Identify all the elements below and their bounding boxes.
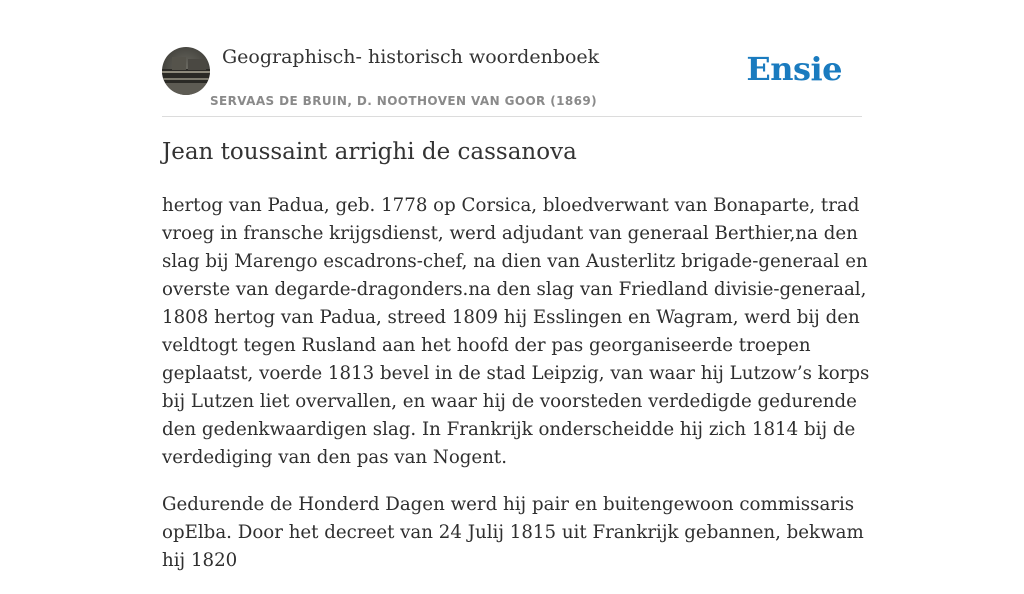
entry-paragraph: hertog van Padua, geb. 1778 op Corsica, bloedverwant van Bonaparte, trad vroeg in fransche krijgsdienst, werd adjudant van generaal Berthier,na den slag bij Marengo escadrons-chef, na dien van Austerlitz brigade-generaal en overste van degarde-dragonders.na den slag van Friedland divisie-generaal, 1808 hertog van Padua, streed 1809 hij Esslingen en Wagram, werd bij den veldtogt tegen Rusland aan het hoofd der pas georganiseerde troepen geplaatst, voerde 1813 bevel in de stad Leipzig, van waar hij Lutzow’s korps bij Lutzen liet overvallen, en waar hij de voorsteden verdedigde gedurende den gedenkwaardigen slag. In Frankrijk onderscheidde hij zich 1814 bij de verdediging van den pas van Nogent. bbox=[162, 195, 870, 468]
entry-title: Jean toussaint arrighi de cassanova bbox=[162, 139, 577, 165]
source-header bbox=[162, 40, 862, 117]
book-cover-icon[interactable] bbox=[162, 47, 210, 95]
entry-body bbox=[162, 192, 872, 594]
book-title[interactable]: Geographisch- historisch woordenboek bbox=[222, 46, 600, 68]
entry-paragraph: Gedurende de Honderd Dagen werd hij pair en buitengewoon commissaris opElba. Door het decreet van 24 Julij 1815 uit Frankrijk gebannen, bekwam hij 1820 bbox=[162, 494, 864, 571]
book-authors: SERVAAS DE BRUIN, D. NOOTHOVEN VAN GOOR (1869) bbox=[210, 94, 598, 108]
ensie-logo[interactable]: Ensie bbox=[746, 50, 842, 88]
